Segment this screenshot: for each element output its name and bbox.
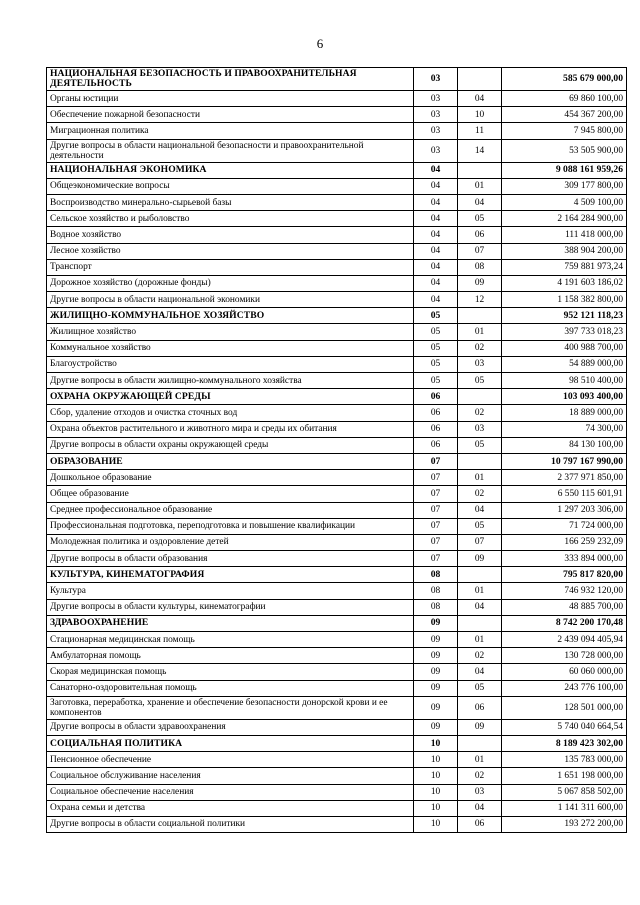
row-name-cell: Пенсионное обеспечение — [47, 752, 414, 768]
row-name-cell: Органы юстиции — [47, 91, 414, 107]
row-section-cell: 04 — [414, 259, 458, 275]
table-row — [47, 664, 627, 680]
table-row — [47, 178, 627, 194]
row-subsection-cell — [458, 615, 502, 631]
row-amount-cell: 60 060 000,00 — [502, 664, 627, 680]
row-subsection-cell: 01 — [458, 632, 502, 648]
row-name-cell: Обеспечение пожарной безопасности — [47, 107, 414, 123]
row-subsection-cell: 05 — [458, 518, 502, 534]
table-row — [47, 139, 627, 162]
row-name-cell: ОБРАЗОВАНИЕ — [47, 453, 414, 469]
row-subsection-cell: 01 — [458, 583, 502, 599]
row-subsection-cell — [458, 567, 502, 583]
table-row — [47, 599, 627, 615]
row-amount-cell: 400 988 700,00 — [502, 340, 627, 356]
row-amount-cell: 54 889 000,00 — [502, 356, 627, 372]
row-name-cell: Стационарная медицинская помощь — [47, 632, 414, 648]
row-amount-cell: 98 510 400,00 — [502, 373, 627, 389]
row-name-cell: Другие вопросы в области охраны окружающей среды — [47, 437, 414, 453]
row-subsection-cell: 05 — [458, 373, 502, 389]
row-subsection-cell: 04 — [458, 800, 502, 816]
row-name-cell: НАЦИОНАЛЬНАЯ БЕЗОПАСНОСТЬ И ПРАВООХРАНИТЕЛЬНАЯ ДЕЯТЕЛЬНОСТЬ — [47, 68, 414, 91]
row-subsection-cell: 09 — [458, 275, 502, 291]
row-subsection-cell: 09 — [458, 719, 502, 735]
row-subsection-cell — [458, 68, 502, 91]
row-name-cell: Дошкольное образование — [47, 470, 414, 486]
row-amount-cell: 6 550 115 601,91 — [502, 486, 627, 502]
row-name-cell: Общеэкономические вопросы — [47, 178, 414, 194]
row-name-cell: Жилищное хозяйство — [47, 324, 414, 340]
section-header-row — [47, 453, 627, 469]
row-name-cell: ОХРАНА ОКРУЖАЮЩЕЙ СРЕДЫ — [47, 389, 414, 405]
row-name-cell: НАЦИОНАЛЬНАЯ ЭКОНОМИКА — [47, 162, 414, 178]
table-row — [47, 421, 627, 437]
table-row — [47, 227, 627, 243]
row-subsection-cell — [458, 735, 502, 751]
row-subsection-cell: 04 — [458, 599, 502, 615]
table-row — [47, 340, 627, 356]
row-section-cell: 07 — [414, 518, 458, 534]
row-amount-cell: 7 945 800,00 — [502, 123, 627, 139]
row-amount-cell: 69 860 100,00 — [502, 91, 627, 107]
row-section-cell: 07 — [414, 453, 458, 469]
table-row — [47, 719, 627, 735]
page-number: 6 — [316, 36, 324, 51]
row-amount-cell: 128 501 000,00 — [502, 696, 627, 719]
row-amount-cell: 18 889 000,00 — [502, 405, 627, 421]
row-amount-cell: 48 885 700,00 — [502, 599, 627, 615]
row-name-cell: Среднее профессиональное образование — [47, 502, 414, 518]
row-section-cell: 09 — [414, 680, 458, 696]
row-subsection-cell: 07 — [458, 243, 502, 259]
table-row — [47, 373, 627, 389]
row-section-cell: 03 — [414, 68, 458, 91]
row-amount-cell: 795 817 820,00 — [502, 567, 627, 583]
row-name-cell: Лесное хозяйство — [47, 243, 414, 259]
table-row — [47, 211, 627, 227]
row-name-cell: СОЦИАЛЬНАЯ ПОЛИТИКА — [47, 735, 414, 751]
table-row — [47, 800, 627, 816]
row-subsection-cell — [458, 389, 502, 405]
row-name-cell: Заготовка, переработка, хранение и обеспечение безопасности донорской крови и ее компонентов — [47, 696, 414, 719]
row-section-cell: 09 — [414, 696, 458, 719]
row-name-cell: Сельское хозяйство и рыболовство — [47, 211, 414, 227]
table-row — [47, 405, 627, 421]
row-amount-cell: 1 297 203 306,00 — [502, 502, 627, 518]
row-section-cell: 07 — [414, 486, 458, 502]
row-amount-cell: 2 377 971 850,00 — [502, 470, 627, 486]
row-name-cell: Воспроизводство минерально-сырьевой базы — [47, 194, 414, 210]
table-row — [47, 470, 627, 486]
row-subsection-cell: 03 — [458, 784, 502, 800]
budget-table-body — [47, 68, 627, 833]
row-amount-cell: 309 177 800,00 — [502, 178, 627, 194]
row-name-cell: Охрана объектов растительного и животного мира и среды их обитания — [47, 421, 414, 437]
table-row — [47, 680, 627, 696]
row-amount-cell: 454 367 200,00 — [502, 107, 627, 123]
table-row — [47, 518, 627, 534]
row-section-cell: 07 — [414, 551, 458, 567]
row-name-cell: Благоустройство — [47, 356, 414, 372]
row-section-cell: 04 — [414, 275, 458, 291]
row-subsection-cell: 01 — [458, 178, 502, 194]
row-name-cell: Профессиональная подготовка, переподготовка и повышение квалификации — [47, 518, 414, 534]
row-section-cell: 03 — [414, 139, 458, 162]
row-name-cell: Другие вопросы в области здравоохранения — [47, 719, 414, 735]
section-header-row — [47, 308, 627, 324]
row-name-cell: Другие вопросы в области социальной политики — [47, 816, 414, 832]
row-section-cell: 05 — [414, 356, 458, 372]
row-subsection-cell: 05 — [458, 680, 502, 696]
row-section-cell: 04 — [414, 243, 458, 259]
row-subsection-cell: 12 — [458, 292, 502, 308]
section-header-row — [47, 68, 627, 91]
table-row — [47, 632, 627, 648]
row-name-cell: Амбулаторная помощь — [47, 648, 414, 664]
table-row — [47, 107, 627, 123]
section-header-row — [47, 162, 627, 178]
row-name-cell: Другие вопросы в области жилищно-коммунального хозяйства — [47, 373, 414, 389]
row-section-cell: 03 — [414, 123, 458, 139]
row-amount-cell: 9 088 161 959,26 — [502, 162, 627, 178]
row-subsection-cell: 02 — [458, 486, 502, 502]
table-row — [47, 752, 627, 768]
row-amount-cell: 71 724 000,00 — [502, 518, 627, 534]
row-section-cell: 06 — [414, 405, 458, 421]
table-row — [47, 486, 627, 502]
row-section-cell: 09 — [414, 664, 458, 680]
row-subsection-cell: 02 — [458, 648, 502, 664]
budget-table — [46, 67, 627, 833]
row-section-cell: 10 — [414, 735, 458, 751]
row-name-cell: ЖИЛИЩНО-КОММУНАЛЬНОЕ ХОЗЯЙСТВО — [47, 308, 414, 324]
table-row — [47, 696, 627, 719]
row-subsection-cell: 06 — [458, 227, 502, 243]
table-row — [47, 292, 627, 308]
row-name-cell: Транспорт — [47, 259, 414, 275]
row-subsection-cell: 09 — [458, 551, 502, 567]
row-section-cell: 04 — [414, 292, 458, 308]
row-subsection-cell: 01 — [458, 324, 502, 340]
row-subsection-cell: 04 — [458, 91, 502, 107]
row-name-cell: Другие вопросы в области образования — [47, 551, 414, 567]
row-section-cell: 09 — [414, 632, 458, 648]
row-name-cell: Общее образование — [47, 486, 414, 502]
row-name-cell: Скорая медицинская помощь — [47, 664, 414, 680]
row-amount-cell: 130 728 000,00 — [502, 648, 627, 664]
row-section-cell: 07 — [414, 502, 458, 518]
table-row — [47, 648, 627, 664]
row-section-cell: 04 — [414, 227, 458, 243]
table-row — [47, 243, 627, 259]
row-subsection-cell: 06 — [458, 816, 502, 832]
row-amount-cell: 103 093 400,00 — [502, 389, 627, 405]
table-row — [47, 816, 627, 832]
row-subsection-cell: 04 — [458, 664, 502, 680]
table-row — [47, 194, 627, 210]
row-name-cell: Миграционная политика — [47, 123, 414, 139]
row-amount-cell: 333 894 000,00 — [502, 551, 627, 567]
row-subsection-cell: 04 — [458, 194, 502, 210]
row-section-cell: 10 — [414, 752, 458, 768]
row-section-cell: 03 — [414, 91, 458, 107]
row-name-cell: Охрана семьи и детства — [47, 800, 414, 816]
row-section-cell: 05 — [414, 340, 458, 356]
table-row — [47, 437, 627, 453]
row-section-cell: 10 — [414, 768, 458, 784]
row-subsection-cell: 03 — [458, 421, 502, 437]
row-name-cell: Коммунальное хозяйство — [47, 340, 414, 356]
row-name-cell: КУЛЬТУРА, КИНЕМАТОГРАФИЯ — [47, 567, 414, 583]
row-amount-cell: 4 509 100,00 — [502, 194, 627, 210]
row-subsection-cell: 06 — [458, 696, 502, 719]
row-amount-cell: 2 439 094 405,94 — [502, 632, 627, 648]
row-section-cell: 09 — [414, 719, 458, 735]
row-name-cell: Социальное обслуживание населения — [47, 768, 414, 784]
table-row — [47, 502, 627, 518]
row-amount-cell: 8 742 200 170,48 — [502, 615, 627, 631]
row-amount-cell: 5 740 040 664,54 — [502, 719, 627, 735]
row-section-cell: 09 — [414, 615, 458, 631]
row-amount-cell: 8 189 423 302,00 — [502, 735, 627, 751]
row-section-cell: 08 — [414, 583, 458, 599]
table-row — [47, 275, 627, 291]
row-subsection-cell: 07 — [458, 534, 502, 550]
row-section-cell: 08 — [414, 599, 458, 615]
row-amount-cell: 53 505 900,00 — [502, 139, 627, 162]
row-subsection-cell: 04 — [458, 502, 502, 518]
row-section-cell: 07 — [414, 470, 458, 486]
row-amount-cell: 1 158 382 800,00 — [502, 292, 627, 308]
row-subsection-cell: 08 — [458, 259, 502, 275]
row-section-cell: 08 — [414, 567, 458, 583]
row-section-cell: 04 — [414, 178, 458, 194]
row-amount-cell: 10 797 167 990,00 — [502, 453, 627, 469]
row-amount-cell: 1 141 311 600,00 — [502, 800, 627, 816]
row-amount-cell: 952 121 118,23 — [502, 308, 627, 324]
row-subsection-cell: 03 — [458, 356, 502, 372]
row-amount-cell: 243 776 100,00 — [502, 680, 627, 696]
row-amount-cell: 84 130 100,00 — [502, 437, 627, 453]
row-name-cell: Сбор, удаление отходов и очистка сточных вод — [47, 405, 414, 421]
row-amount-cell: 4 191 603 186,02 — [502, 275, 627, 291]
table-row — [47, 784, 627, 800]
table-row — [47, 768, 627, 784]
row-section-cell: 05 — [414, 373, 458, 389]
table-row — [47, 583, 627, 599]
table-row — [47, 324, 627, 340]
row-section-cell: 04 — [414, 211, 458, 227]
row-name-cell: Другие вопросы в области национальной экономики — [47, 292, 414, 308]
row-section-cell: 10 — [414, 784, 458, 800]
row-section-cell: 06 — [414, 421, 458, 437]
row-amount-cell: 5 067 858 502,00 — [502, 784, 627, 800]
table-row — [47, 534, 627, 550]
row-section-cell: 05 — [414, 308, 458, 324]
row-subsection-cell: 11 — [458, 123, 502, 139]
table-row — [47, 551, 627, 567]
section-header-row — [47, 389, 627, 405]
row-subsection-cell — [458, 453, 502, 469]
row-subsection-cell: 02 — [458, 405, 502, 421]
section-header-row — [47, 567, 627, 583]
row-subsection-cell — [458, 162, 502, 178]
row-amount-cell: 1 651 198 000,00 — [502, 768, 627, 784]
table-row — [47, 123, 627, 139]
row-section-cell: 04 — [414, 162, 458, 178]
row-amount-cell: 166 259 232,09 — [502, 534, 627, 550]
row-amount-cell: 2 164 284 900,00 — [502, 211, 627, 227]
row-amount-cell: 135 783 000,00 — [502, 752, 627, 768]
row-amount-cell: 193 272 200,00 — [502, 816, 627, 832]
row-subsection-cell: 05 — [458, 437, 502, 453]
row-section-cell: 03 — [414, 107, 458, 123]
row-name-cell: Санаторно-оздоровительная помощь — [47, 680, 414, 696]
row-section-cell: 07 — [414, 534, 458, 550]
row-subsection-cell: 01 — [458, 470, 502, 486]
row-section-cell: 04 — [414, 194, 458, 210]
row-name-cell: Культура — [47, 583, 414, 599]
row-subsection-cell: 10 — [458, 107, 502, 123]
row-name-cell: Другие вопросы в области культуры, кинематографии — [47, 599, 414, 615]
row-name-cell: Другие вопросы в области национальной безопасности и правоохранительной деятельности — [47, 139, 414, 162]
section-header-row — [47, 735, 627, 751]
row-section-cell: 10 — [414, 816, 458, 832]
row-section-cell: 06 — [414, 389, 458, 405]
row-amount-cell: 111 418 000,00 — [502, 227, 627, 243]
row-subsection-cell — [458, 308, 502, 324]
table-row — [47, 356, 627, 372]
row-subsection-cell: 01 — [458, 752, 502, 768]
row-subsection-cell: 05 — [458, 211, 502, 227]
row-subsection-cell: 02 — [458, 340, 502, 356]
row-name-cell: Молодежная политика и оздоровление детей — [47, 534, 414, 550]
row-section-cell: 05 — [414, 324, 458, 340]
section-header-row — [47, 615, 627, 631]
row-amount-cell: 74 300,00 — [502, 421, 627, 437]
row-amount-cell: 746 932 120,00 — [502, 583, 627, 599]
row-subsection-cell: 14 — [458, 139, 502, 162]
row-amount-cell: 397 733 018,23 — [502, 324, 627, 340]
table-row — [47, 91, 627, 107]
row-name-cell: Социальное обеспечение населения — [47, 784, 414, 800]
row-subsection-cell: 02 — [458, 768, 502, 784]
row-section-cell: 10 — [414, 800, 458, 816]
row-section-cell: 09 — [414, 648, 458, 664]
row-amount-cell: 388 904 200,00 — [502, 243, 627, 259]
table-row — [47, 259, 627, 275]
row-name-cell: ЗДРАВООХРАНЕНИЕ — [47, 615, 414, 631]
row-amount-cell: 585 679 000,00 — [502, 68, 627, 91]
row-name-cell: Водное хозяйство — [47, 227, 414, 243]
row-amount-cell: 759 881 973,24 — [502, 259, 627, 275]
row-name-cell: Дорожное хозяйство (дорожные фонды) — [47, 275, 414, 291]
row-section-cell: 06 — [414, 437, 458, 453]
